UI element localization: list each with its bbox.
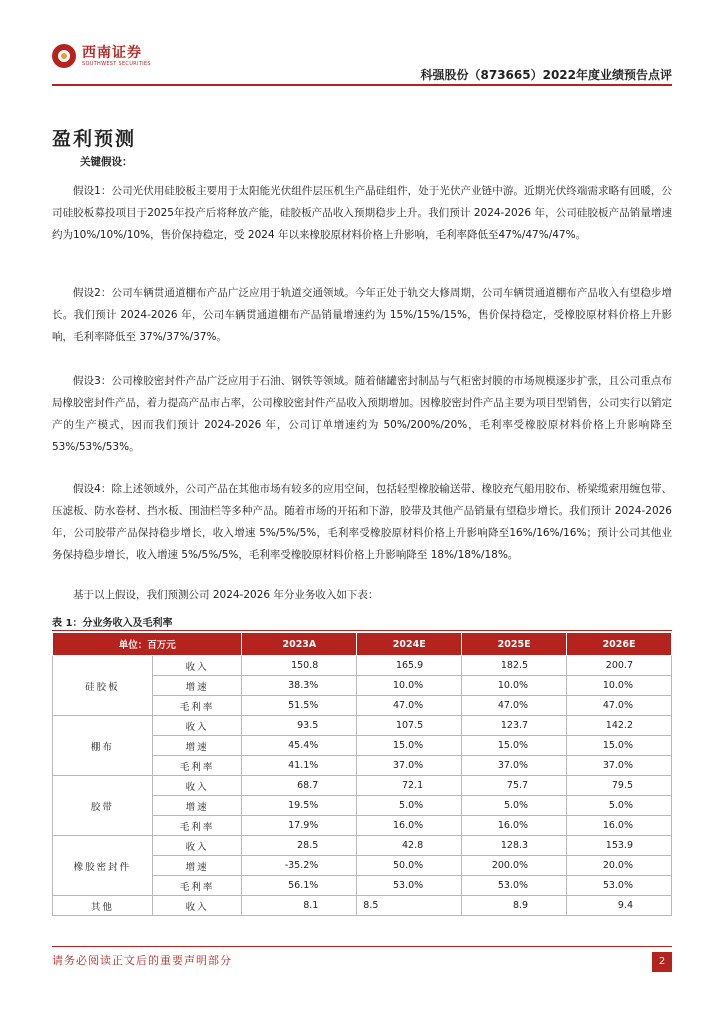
- metric-cell: 收入: [152, 836, 242, 856]
- metric-cell: 增速: [152, 736, 242, 756]
- header-2024e: 2024E: [357, 633, 462, 656]
- segment-revenue-table: [52, 632, 672, 916]
- value-cell: 17.9%: [242, 816, 357, 836]
- value-cell: 165.9: [357, 656, 462, 676]
- value-cell: 8.5: [357, 896, 462, 916]
- value-cell: 10.0%: [357, 676, 462, 696]
- table-row: [53, 836, 672, 856]
- value-cell: 68.7: [242, 776, 357, 796]
- value-cell: 42.8: [357, 836, 462, 856]
- value-cell: 51.5%: [242, 696, 357, 716]
- value-cell: 93.5: [242, 716, 357, 736]
- metric-cell: 毛利率: [152, 696, 242, 716]
- header-2026e: 2026E: [567, 633, 672, 656]
- value-cell: 5.0%: [567, 796, 672, 816]
- value-cell: 15.0%: [462, 736, 567, 756]
- table-row: [53, 716, 672, 736]
- value-cell: 5.0%: [462, 796, 567, 816]
- value-cell: 47.0%: [462, 696, 567, 716]
- value-cell: 153.9: [567, 836, 672, 856]
- value-cell: 53.0%: [462, 876, 567, 896]
- value-cell: 45.4%: [242, 736, 357, 756]
- value-cell: 47.0%: [357, 696, 462, 716]
- brand-logo: [52, 44, 151, 68]
- value-cell: 200.7: [567, 656, 672, 676]
- value-cell: 38.3%: [242, 676, 357, 696]
- report-title: 科强股份（873665）2022年度业绩预告点评: [420, 68, 672, 82]
- metric-cell: 收入: [152, 896, 242, 916]
- metric-cell: 收入: [152, 716, 242, 736]
- table-row: [53, 656, 672, 676]
- brand-name-en: SOUTHWEST SECURITIES: [82, 60, 151, 67]
- segment-cell: 棚布: [53, 716, 153, 776]
- value-cell: 53.0%: [567, 876, 672, 896]
- segment-cell: 其他: [53, 896, 153, 916]
- metric-cell: 毛利率: [152, 816, 242, 836]
- value-cell: 28.5: [242, 836, 357, 856]
- table-intro: 基于以上假设，我们预测公司 2024-2026 年分业务收入如下表：: [73, 589, 379, 601]
- header-divider: [52, 84, 672, 86]
- value-cell: 75.7: [462, 776, 567, 796]
- value-cell: 150.8: [242, 656, 357, 676]
- assumption-2: 假设2：公司车辆贯通道棚布产品广泛应用于轨道交通领域。今年正处于轨交大修周期，公司车辆贯通道棚布产品收入有望稳步增长。我们预计 2024-2026 年，公司车辆贯通道棚布产品销量增速约为 15%/15%/15%，售价保持稳定，受橡胶原材料价格上升影响，毛利率降低至 37%/37%/37%。: [52, 287, 672, 343]
- value-cell: 10.0%: [567, 676, 672, 696]
- value-cell: 182.5: [462, 656, 567, 676]
- value-cell: 47.0%: [567, 696, 672, 716]
- header-2023a: 2023A: [242, 633, 357, 656]
- value-cell: 142.2: [567, 716, 672, 736]
- section-title: 盈利预测: [52, 128, 137, 150]
- value-cell: 41.1%: [242, 756, 357, 776]
- value-cell: 16.0%: [462, 816, 567, 836]
- value-cell: 5.0%: [357, 796, 462, 816]
- segment-cell: 橡胶密封件: [53, 836, 153, 896]
- header-unit: 单位：百万元: [53, 633, 242, 656]
- table-row: [53, 896, 672, 916]
- footer-divider: [52, 946, 672, 947]
- value-cell: 37.0%: [357, 756, 462, 776]
- value-cell: 9.4: [567, 896, 672, 916]
- value-cell: 10.0%: [462, 676, 567, 696]
- value-cell: 8.1: [242, 896, 357, 916]
- value-cell: 8.9: [462, 896, 567, 916]
- value-cell: 128.3: [462, 836, 567, 856]
- metric-cell: 增速: [152, 796, 242, 816]
- segment-cell: 胶带: [53, 776, 153, 836]
- value-cell: 107.5: [357, 716, 462, 736]
- table-top-rule: [52, 630, 672, 631]
- header-2025e: 2025E: [462, 633, 567, 656]
- page-number: 2: [652, 952, 672, 972]
- value-cell: 16.0%: [567, 816, 672, 836]
- value-cell: 56.1%: [242, 876, 357, 896]
- value-cell: 50.0%: [357, 856, 462, 876]
- metric-cell: 增速: [152, 856, 242, 876]
- value-cell: 200.0%: [462, 856, 567, 876]
- segment-cell: 硅胶板: [53, 656, 153, 716]
- value-cell: 37.0%: [567, 756, 672, 776]
- value-cell: 123.7: [462, 716, 567, 736]
- value-cell: 37.0%: [462, 756, 567, 776]
- value-cell: 15.0%: [567, 736, 672, 756]
- value-cell: 16.0%: [357, 816, 462, 836]
- value-cell: -35.2%: [242, 856, 357, 876]
- brand-name-cn: 西南证券: [82, 44, 142, 61]
- value-cell: 15.0%: [357, 736, 462, 756]
- key-assumptions-label: 关键假设：: [80, 156, 133, 168]
- value-cell: 79.5: [567, 776, 672, 796]
- assumption-3: 假设3：公司橡胶密封件产品广泛应用于石油、钢铁等领域。随着储罐密封制品与气柜密封膜的市场规模逐步扩张，且公司重点布局橡胶密封件产品，着力提高产品市占率，公司橡胶密封件产品收入预期增加。因橡胶密封件产品主要为项目型销售，公司实行以销定产的生产模式，因而我们预计 2024-2026 年，公司订单增速约为 50%/200%/20%，毛利率受橡胶原材料价格上升影响降至 53%/53%/53%。: [52, 375, 672, 453]
- metric-cell: 毛利率: [152, 756, 242, 776]
- value-cell: 19.5%: [242, 796, 357, 816]
- assumption-1: 假设1：公司光伏用硅胶板主要用于太阳能光伏组件层压机生产晶硅组件，处于光伏产业链中游。近期光伏终端需求略有回暖，公司硅胶板募投项目于2025年投产后将释放产能，硅胶板产品收入预期稳步上升。我们预计 2024-2026 年，公司硅胶板产品销量增速约为10%/10%/10%，售价保持稳定，受 2024 年以来橡胶原材料价格上升影响，毛利率降低至47%/47%/47%。: [52, 185, 672, 241]
- metric-cell: 毛利率: [152, 876, 242, 896]
- table-header-row: [53, 633, 672, 656]
- assumption-4: 假设4：除上述领域外，公司产品在其他市场有较多的应用空间，包括轻型橡胶输送带、橡胶充气船用胶布、桥梁缆索用缠包带、压滤板、防水卷材、挡水板、围油栏等多种产品。随着市场的开拓和下游，胶带及其他产品销量有望稳步增长。我们预计 2024-2026 年，公司胶带产品保持稳步增长，收入增速 5%/5%/5%，毛利率受橡胶原材料价格上升影响降至16%/16%/16%；预计公司其他业务保持稳步增长，收入增速 5%/5%/5%，毛利率受橡胶原材料价格上升影响降至 18%/18%/18%。: [52, 483, 672, 561]
- metric-cell: 收入: [152, 776, 242, 796]
- table-row: [53, 776, 672, 796]
- table-caption: 表 1：分业务收入及毛利率: [52, 618, 173, 629]
- value-cell: 20.0%: [567, 856, 672, 876]
- metric-cell: 收入: [152, 656, 242, 676]
- metric-cell: 增速: [152, 676, 242, 696]
- value-cell: 72.1: [357, 776, 462, 796]
- value-cell: 53.0%: [357, 876, 462, 896]
- footer-disclaimer: 请务必阅读正文后的重要声明部分: [52, 954, 232, 967]
- brand-logo-icon: [52, 44, 76, 68]
